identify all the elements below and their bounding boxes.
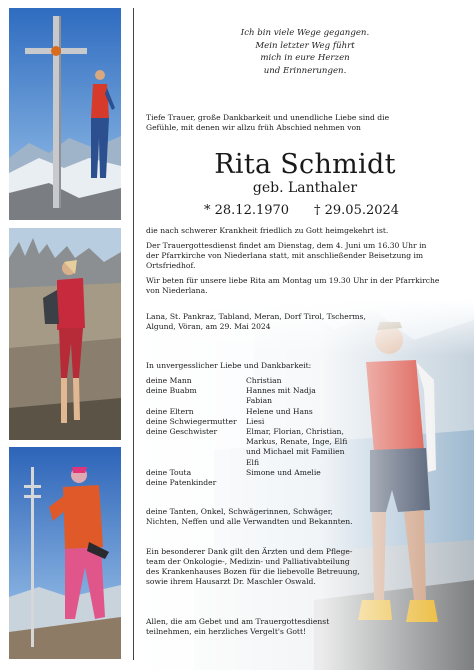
thanks-line: sowie ihrem Hausarzt Dr. Maschler Oswald. <box>146 577 316 586</box>
deceased-name: Rita Schmidt <box>214 149 396 180</box>
prayer-line: Wir beten für unsere liebe Rita am Montag um 19.30 Uhr in der Pfarrkirche <box>146 276 440 285</box>
family-role: deine Schwiegermutter <box>146 416 237 426</box>
thanks-line: des Krankenhauses Bozen für die liebevolle Betreuung, <box>146 567 360 576</box>
family-name: Elfi <box>246 457 260 467</box>
family-role <box>146 447 237 457</box>
photo-mountain-climb <box>9 447 121 659</box>
funeral-line: Ortsfriedhof. <box>146 261 196 270</box>
family-name: und Michael mit Familien <box>246 447 345 457</box>
thanks <box>146 547 464 587</box>
places-and-date <box>146 312 464 332</box>
funeral-line: Der Trauergottesdienst findet am Dienstag, dem 4. Juni um 16.30 Uhr in <box>146 241 427 250</box>
prayer-line: von Niederlana. <box>146 286 208 295</box>
memory-text: In unvergesslicher Liebe und Dankbarkeit: <box>146 361 312 370</box>
poem-line: und Erinnerungen. <box>263 65 347 76</box>
family-name: Helene und Hans <box>246 406 313 416</box>
family-name: Simone und Amelie <box>246 467 321 477</box>
thanks-line: team der Onkologie-, Medizin- und Palliativabteilung <box>146 557 350 566</box>
passing-line: die nach schwerer Krankheit friedlich zu Gott heimgekehrt ist. <box>146 226 389 235</box>
birth-date: * 28.12.1970 <box>204 203 290 218</box>
family-role <box>146 437 237 447</box>
places-line: Algund, Vöran, am 29. Mai 2024 <box>146 322 271 331</box>
family-names <box>246 376 347 478</box>
relatives-line: deine Tanten, Onkel, Schwägerinnen, Schwäger, <box>146 507 333 516</box>
photo-dolomites-hike <box>9 228 121 440</box>
family-name: Fabian <box>246 396 272 406</box>
family-name: Elmar, Florian, Christian, <box>246 426 344 436</box>
prayer-info <box>146 276 464 296</box>
poem-line: mich in eure Herzen <box>260 53 350 63</box>
thanks-line: Ein besonderer Dank gilt den Ärzten und dem Pflege- <box>146 547 353 556</box>
family-role <box>146 458 237 468</box>
photo-summit-cross <box>9 8 121 220</box>
family-role: deine Buabm <box>146 386 197 396</box>
closing-line: teilnehmen, ein herzliches Vergelt's Gott! <box>146 627 307 636</box>
family-role: deine Touta <box>146 467 192 477</box>
places-line: Lana, St. Pankraz, Tabland, Meran, Dorf Tirol, Tscherms, <box>146 312 366 321</box>
family-name: Hannes mit Nadja <box>246 386 316 396</box>
funeral-info <box>146 241 464 271</box>
family-role: deine Mann <box>146 376 192 385</box>
death-date: † 29.05.2024 <box>314 203 400 218</box>
passing-note <box>146 226 464 236</box>
closing <box>146 617 464 637</box>
intro-line: Tiefe Trauer, große Dankbarkeit und unendliche Liebe sind die <box>146 113 390 122</box>
closing-line: Allen, die am Gebet und am Trauergottesdienst <box>146 617 330 626</box>
family-role: deine Geschwister <box>146 426 218 436</box>
funeral-line: der Pfarrkirche von Niederlana statt, mit anschließender Beisetzung im <box>146 251 424 260</box>
family-name: Markus, Renate, Inge, Elfi <box>246 437 348 447</box>
family-role: deine Eltern <box>146 406 194 416</box>
poem-line: Ich bin viele Wege gegangen. <box>240 28 370 38</box>
intro-paragraph <box>146 113 464 133</box>
memory-line <box>146 361 464 371</box>
relatives <box>146 507 464 527</box>
family-roles <box>146 376 237 488</box>
maiden-name: geb. Lanthaler <box>252 180 358 196</box>
family-role: deine Patenkinder <box>146 477 217 487</box>
family-name: Liesi <box>246 416 265 426</box>
family-role <box>146 396 237 406</box>
poem-line: Mein letzter Weg führt <box>255 40 355 51</box>
family-name: Christian <box>246 376 282 385</box>
poem <box>146 27 464 77</box>
relatives-line: Nichten, Neffen und alle Verwandten und Bekannten. <box>146 517 353 526</box>
intro-line: Gefühle, mit denen wir allzu früh Abschied nehmen von <box>146 123 361 132</box>
